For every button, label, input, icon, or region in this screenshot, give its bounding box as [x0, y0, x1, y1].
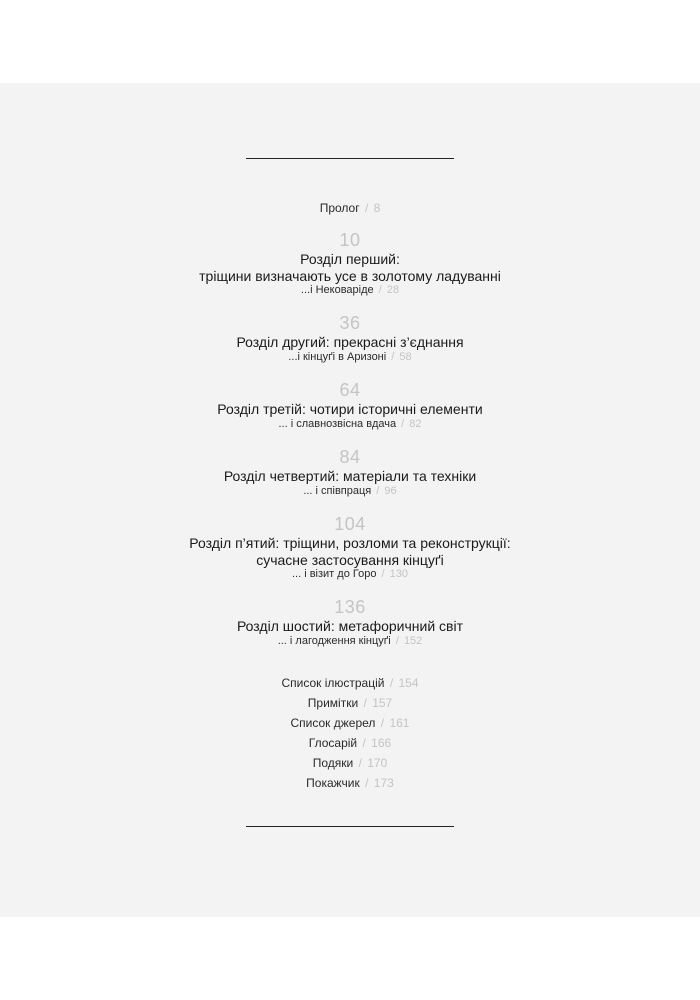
chapter-1-sub-label: ...і Нековаріде [300, 284, 374, 296]
chapter-4-subentry [0, 485, 700, 497]
separator: / [358, 756, 362, 770]
back-matter-label: Список джерел [290, 716, 376, 730]
chapter-5-title-line-1: Розділ п’ятий: тріщини, розломи та реконструкції: [189, 535, 511, 551]
back-matter-acknowledgements [0, 756, 700, 770]
separator: / [363, 696, 367, 710]
back-matter-page: 161 [389, 716, 410, 730]
chapter-5-sub-page: 130 [389, 568, 408, 580]
chapter-1-subentry [0, 284, 700, 296]
back-matter-index [0, 776, 700, 790]
chapter-1-start-page: 10 [339, 230, 361, 250]
back-matter-label: Примітки [307, 696, 359, 710]
chapter-2-title-line-1: Розділ другий: прекрасні з’єднання [236, 334, 464, 350]
chapter-3-sub-page: 82 [409, 418, 422, 430]
separator: / [365, 776, 369, 790]
chapter-3-sub-label: ... і славнозвісна вдача [278, 418, 397, 430]
chapter-3-subentry [0, 418, 700, 430]
prologue-page: 8 [373, 201, 381, 215]
chapter-3-start-page: 64 [339, 380, 361, 400]
chapter-2-subentry [0, 351, 700, 363]
separator: / [391, 351, 395, 363]
chapter-2-sub-page: 58 [399, 351, 412, 363]
back-matter-label: Покажчик [306, 776, 360, 790]
chapter-5-start-page: 104 [334, 514, 366, 534]
bottom-rule [246, 826, 454, 827]
back-matter-glossary [0, 736, 700, 750]
chapter-4-sub-label: ... і співпраця [303, 485, 372, 497]
chapter-6-sub-page: 152 [403, 635, 423, 647]
top-rule [246, 158, 454, 159]
chapter-2-start-page: 36 [339, 313, 361, 333]
back-matter-page: 170 [367, 756, 388, 770]
back-matter-notes [0, 696, 700, 710]
back-matter-label: Список ілюстрацій [281, 676, 385, 690]
back-matter-page: 173 [373, 776, 394, 790]
separator: / [389, 676, 394, 690]
separator: / [376, 485, 380, 497]
chapter-1-title-line-1: Розділ перший: [300, 251, 400, 267]
separator: / [378, 284, 382, 296]
back-matter-page: 157 [372, 696, 393, 710]
separator: / [401, 418, 405, 430]
back-matter-illustrations [0, 676, 700, 690]
chapter-4-start-page: 84 [339, 447, 361, 467]
separator: / [364, 201, 369, 215]
chapter-4-title-line-1: Розділ четвертий: матеріали та техніки [223, 468, 477, 484]
separator: / [362, 736, 366, 750]
back-matter-label: Подяки [312, 756, 354, 770]
chapter-1-title-line-2: тріщини визначають усе в золотому ладуванні [199, 268, 501, 284]
back-matter-page: 166 [371, 736, 392, 750]
back-matter-label: Глосарій [308, 736, 358, 750]
back-matter-page: 154 [398, 676, 419, 690]
chapter-6-sub-label: ... і лагодження кінцуґі [277, 635, 391, 647]
chapter-6-start-page: 136 [334, 597, 366, 617]
separator: / [395, 635, 399, 647]
separator: / [381, 568, 385, 580]
chapter-3-title-line-1: Розділ третій: чотири історичні елементи [217, 401, 483, 417]
chapter-1-sub-page: 28 [386, 284, 400, 296]
chapter-6-title-line-1: Розділ шостий: метафоричний світ [236, 618, 464, 634]
chapter-6-subentry [0, 635, 700, 647]
chapter-5-sub-label: ... і візит до Горо [291, 568, 377, 580]
chapter-5-title-line-2: сучасне застосування кінцуґі [256, 552, 444, 568]
separator: / [380, 716, 385, 730]
prologue-label: Пролог [319, 201, 360, 215]
toc-prologue [0, 201, 700, 215]
chapter-4-sub-page: 96 [384, 485, 397, 497]
chapter-5-subentry [0, 568, 700, 580]
back-matter-sources [0, 716, 700, 730]
chapter-2-sub-label: ...і кінцуґі в Аризоні [288, 351, 387, 363]
book-page [0, 83, 700, 917]
